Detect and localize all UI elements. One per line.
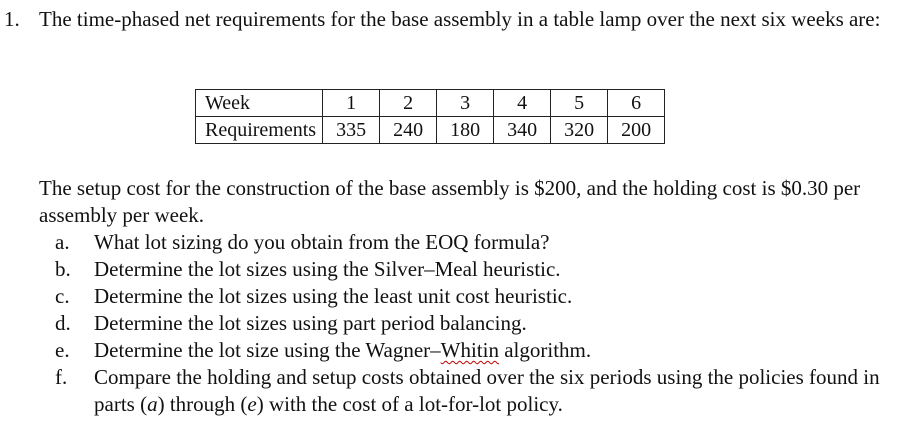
part-text-after: algorithm. (498, 338, 592, 362)
table-cell-week: 5 (551, 90, 608, 117)
problem-intro: The time-phased net requirements for the base assembly in a table lamp over the next six weeks are: (39, 7, 881, 31)
part-text: Determine the lot sizes using the least unit cost heuristic. (94, 284, 573, 308)
table-cell-week: 6 (608, 90, 665, 117)
list-item-part-f (55, 364, 900, 418)
part-text: Determine the lot sizes using part period balancing. (94, 311, 527, 335)
table-cell-week: 4 (494, 90, 551, 117)
table-cell-week-label: Week (196, 90, 323, 117)
part-marker: c. (55, 284, 70, 308)
requirements-table (195, 89, 665, 144)
part-text-mid: ) through ( (157, 392, 248, 416)
list-item-part-e (55, 337, 900, 364)
spellcheck-underlined-word: Whitin (440, 338, 499, 362)
part-text: What lot sizing do you obtain from the EOQ formula? (94, 230, 550, 254)
part-text-after: ) with the cost of a lot-for-lot policy. (256, 392, 563, 416)
list-item-part-b (55, 256, 900, 283)
part-text-before: Determine the lot size using the Wagner– (94, 338, 441, 362)
table-cell-requirement: 180 (437, 117, 494, 144)
part-reference-e: e (247, 392, 257, 416)
table-cell-week: 3 (437, 90, 494, 117)
part-marker: b. (55, 257, 71, 281)
part-text-before: Compare the holding and setup costs obtained over the six periods using the policies found in parts ( (94, 365, 880, 416)
setup-cost-paragraph: The setup cost for the construction of the base assembly is $200, and the holding cost is $0.30 per assembly per week. (39, 176, 861, 227)
part-marker: e. (55, 338, 70, 362)
table-cell-requirement: 320 (551, 117, 608, 144)
table-row-week (196, 90, 665, 117)
part-marker: a. (55, 230, 70, 254)
table-cell-requirement: 335 (323, 117, 380, 144)
table-cell-requirement: 240 (380, 117, 437, 144)
list-item-part-a (55, 229, 900, 256)
part-reference-a: a (147, 392, 158, 416)
table-row-requirements (196, 117, 665, 144)
list-item-part-d (55, 310, 900, 337)
table-cell-requirement: 200 (608, 117, 665, 144)
table-cell-week: 1 (323, 90, 380, 117)
table-cell-week: 2 (380, 90, 437, 117)
table-cell-requirements-label: Requirements (196, 117, 323, 144)
problem-number: 1. (4, 7, 20, 31)
part-marker: d. (55, 311, 71, 335)
part-text: Determine the lot sizes using the Silver–Meal heuristic. (94, 257, 561, 281)
part-marker: f. (55, 365, 68, 389)
question-parts-list (55, 229, 900, 418)
table-cell-requirement: 340 (494, 117, 551, 144)
list-item-part-c (55, 283, 900, 310)
